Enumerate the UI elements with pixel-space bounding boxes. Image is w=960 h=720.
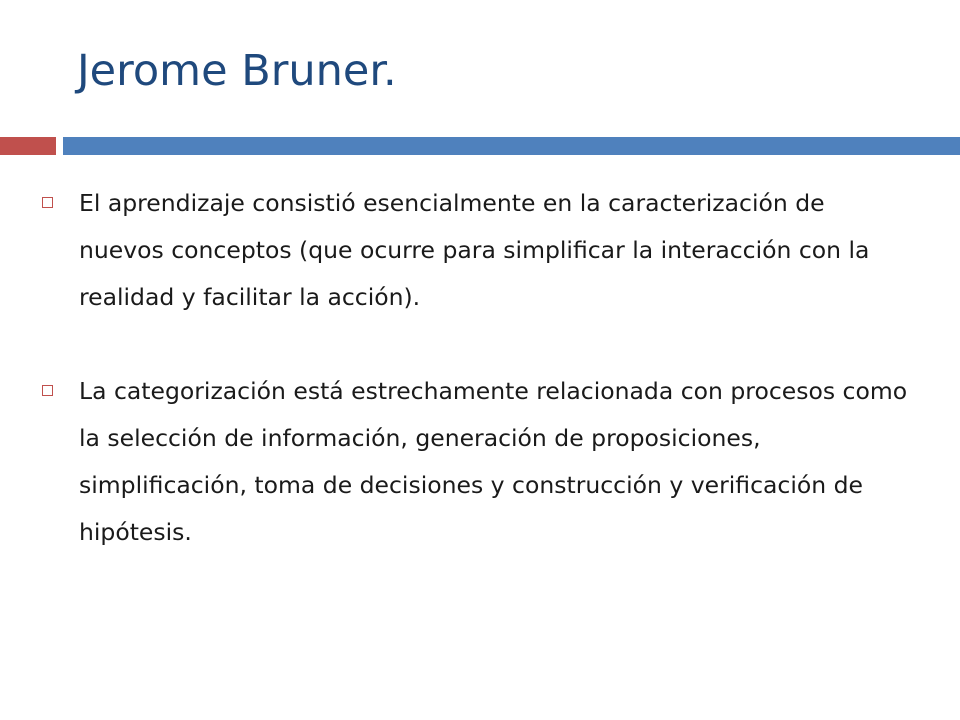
title-accent-bar-blue xyxy=(63,137,960,155)
bullet-text: La categorización está estrechamente relacionada con procesos como la selección de información, generación de proposiciones, simplificación, toma de decisiones y construcción y verificación de hipótesis. xyxy=(79,377,908,546)
hollow-square-icon xyxy=(42,385,53,396)
slide-title: Jerome Bruner. xyxy=(77,46,397,96)
title-accent-bar-red xyxy=(0,137,56,155)
hollow-square-icon xyxy=(42,197,53,208)
bullet-item xyxy=(42,180,912,321)
bullet-item xyxy=(42,368,912,556)
bullet-text: El aprendizaje consistió esencialmente en la caracterización de nuevos conceptos (que ocurre para simplificar la interacción con la realidad y facilitar la acción). xyxy=(79,189,870,311)
bullet-list xyxy=(42,180,912,556)
